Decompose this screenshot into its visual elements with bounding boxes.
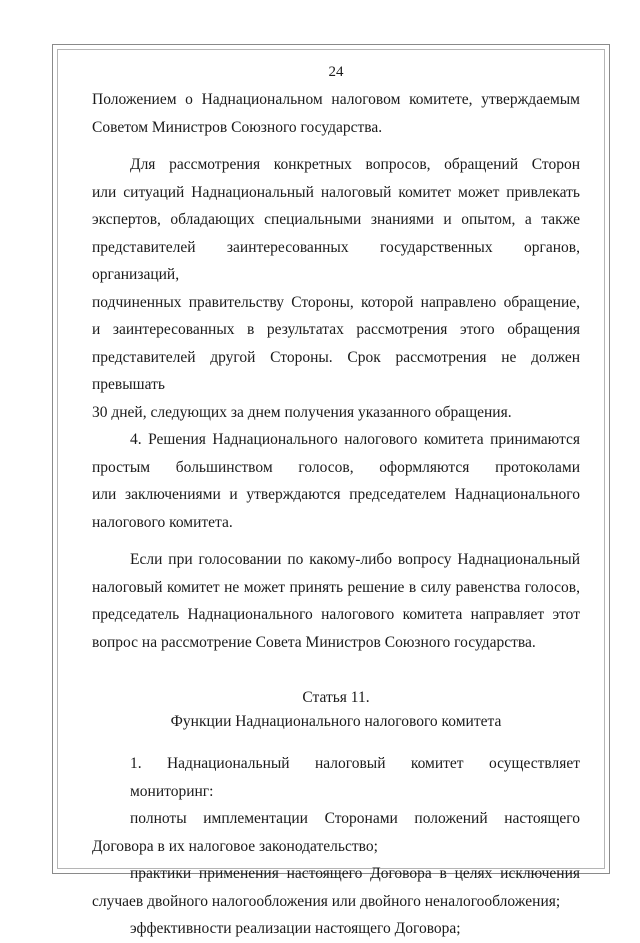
article-title: Функции Наднационального налогового комитета xyxy=(170,713,502,730)
text-line: практики применения настоящего Договора в целях исключения xyxy=(130,865,580,882)
text-line: простым большинством голосов, оформляются протоколами xyxy=(92,458,580,476)
paragraph-monitoring xyxy=(92,750,580,805)
text-line: полноты имплементации Сторонами положений настоящего xyxy=(130,810,580,827)
text-line: случаев двойного налогообложения или двойного неналогообложения; xyxy=(92,892,561,910)
document-body xyxy=(92,62,580,943)
text-line: налогового комитета. xyxy=(92,513,233,531)
text-line: Положением о Наднациональном налоговом комитете, утверждаемым xyxy=(92,91,580,108)
paragraph-voting xyxy=(92,546,580,656)
text-line: 1. Наднациональный налоговый комитет осуществляет мониторинг: xyxy=(130,755,580,800)
text-line: эффективности реализации настоящего Договора; xyxy=(130,920,461,937)
text-line: Для рассмотрения конкретных вопросов, обращений Сторон xyxy=(130,156,580,173)
text-line: 4. Решения Наднационального налогового комитета принимаются xyxy=(130,431,580,448)
text-line: председатель Наднационального налогового комитета направляет этот xyxy=(92,606,580,623)
paragraph-decisions xyxy=(92,426,580,536)
text-line: налоговый комитет не может принять решение в силу равенства голосов, xyxy=(92,578,580,596)
text-line: или заключениями и утверждаются председателем Наднационального xyxy=(92,486,580,503)
paragraph-effectiveness xyxy=(92,915,580,943)
text-line: вопрос на рассмотрение Совета Министров Союзного государства. xyxy=(92,633,536,651)
text-line: подчиненных правительству Стороны, которой направлено обращение, xyxy=(92,293,580,311)
paragraph-continuation xyxy=(92,86,580,141)
paragraph-implementation xyxy=(92,805,580,860)
text-line: 30 дней, следующих за днем получения указанного обращения. xyxy=(92,403,512,421)
text-line: представителей другой Стороны. Срок рассмотрения не должен превышать xyxy=(92,348,580,393)
paragraph-practice xyxy=(92,860,580,915)
text-line: Советом Министров Союзного государства. xyxy=(92,118,383,136)
text-line: или ситуаций Наднациональный налоговый комитет может привлекать xyxy=(92,183,580,201)
text-line: экспертов, обладающих специальными знаниями и опытом, а также xyxy=(92,211,580,228)
text-line: и заинтересованных в результатах рассмотрения этого обращения xyxy=(92,321,580,338)
text-line: представителей заинтересованных государственных органов, организаций, xyxy=(92,238,580,283)
paragraph-experts xyxy=(92,151,580,426)
text-line: Договора в их налоговое законодательство; xyxy=(92,837,378,855)
page-number: 24 xyxy=(328,64,344,80)
text-line: Если при голосовании по какому-либо вопросу Наднациональный xyxy=(130,551,580,568)
article-number: Статья 11. xyxy=(302,689,370,706)
